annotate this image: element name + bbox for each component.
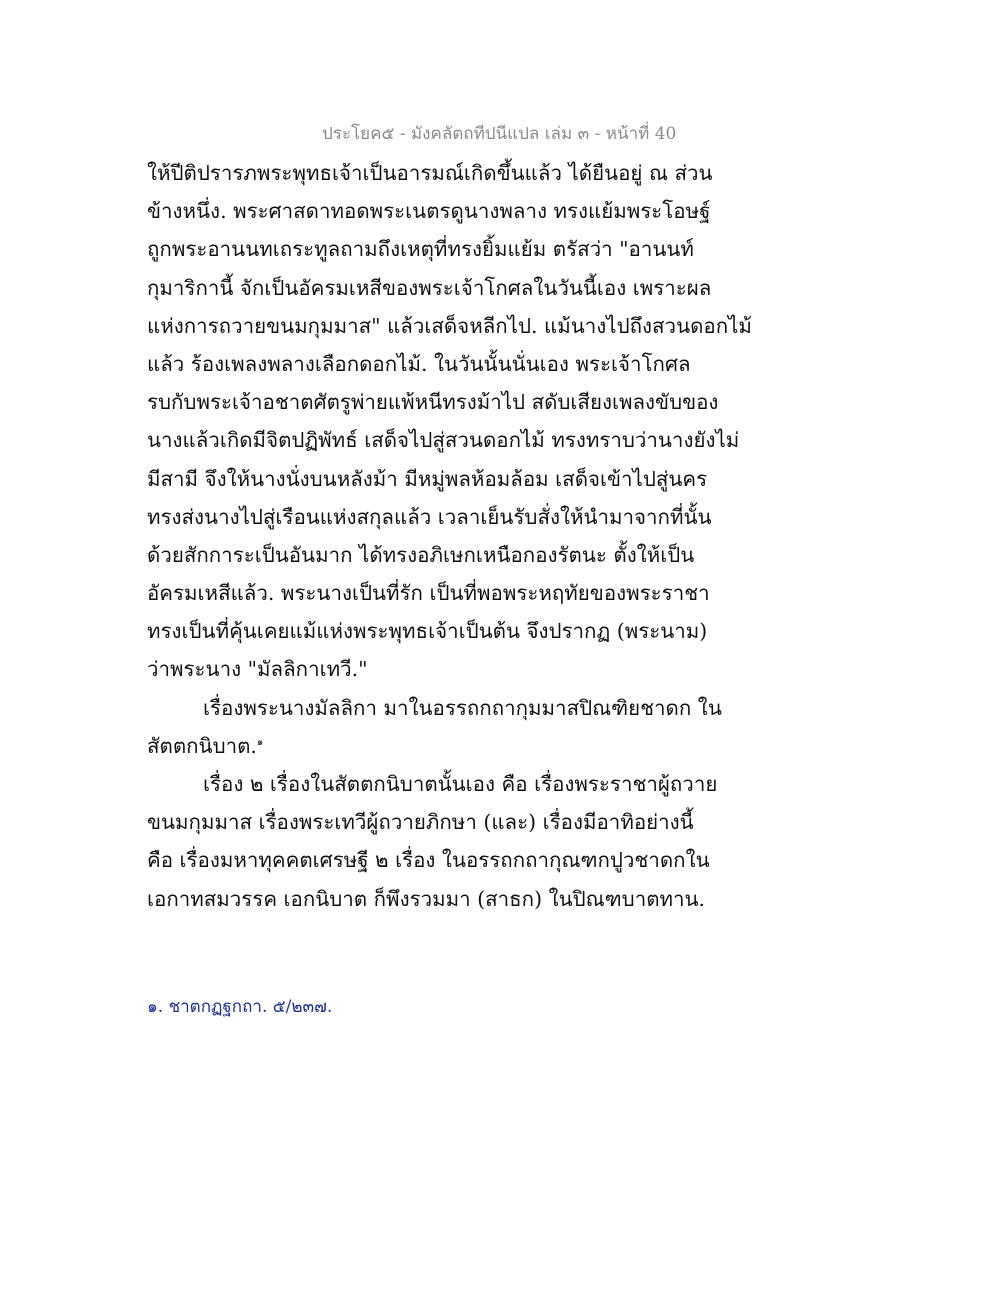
text-line: ให้ปีติปรารภพระพุทธเจ้าเป็นอารมณ์เกิดขึ้นแล้ว ได้ยืนอยู่ ณ ส่วน bbox=[147, 161, 713, 185]
text-line: ทรงส่งนางไปสู่เรือนแห่งสกุลแล้ว เวลาเย็นรับสั่งให้นำมาจากที่นั้น bbox=[147, 504, 712, 529]
footnote: ๑. ชาตกฏฐกถา. ๕/๒๓๗. bbox=[147, 997, 333, 1017]
text-line: คือ เรื่องมหาทุคคตเศรษฐี ๒ เรื่อง ในอรรถกถากุณฑกปูวชาดกใน bbox=[147, 848, 710, 873]
text-line-with-note bbox=[147, 727, 767, 765]
text-line: ทรงเป็นที่คุ้นเคยแม้แห่งพระพุทธเจ้าเป็นต้น จึงปรากฏ (พระนาม) bbox=[147, 619, 708, 644]
text-line: แล้ว ร้องเพลงพลางเลือกดอกไม้. ในวันนั้นนั่นเอง พระเจ้าโกศล bbox=[147, 351, 691, 376]
text-line: แห่งการถวายขนมกุมมาส" แล้วเสด็จหลีกไป. แม้นางไปถึงสวนดอกไม้ bbox=[147, 313, 752, 338]
text-line: ว่าพระนาง "มัลลิกาเทวี." bbox=[147, 657, 368, 682]
text-line: ด้วยสักการะเป็นอันมาก ได้ทรงอภิเษกเหนือกองรัตนะ ตั้งให้เป็น bbox=[147, 542, 695, 567]
paragraph-1 bbox=[147, 154, 767, 689]
text-line: เรื่องพระนางมัลลิกา มาในอรรถกถากุมมาสปิณฑิยชาดก ใน bbox=[203, 695, 722, 720]
body-text bbox=[147, 154, 767, 918]
text-line: อัครมเหสีแล้ว. พระนางเป็นที่รัก เป็นที่พอพระหฤทัยของพระราชา bbox=[147, 581, 710, 606]
text-line: ถูกพระอานนทเถระทูลถามถึงเหตุที่ทรงยิ้มแย้ม ตรัสว่า "อานนท์ bbox=[147, 237, 694, 262]
text-line: รบกับพระเจ้าอชาตศัตรูพ่ายแพ้หนีทรงม้าไป สดับเสียงเพลงขับของ bbox=[147, 390, 719, 415]
text-line: สัตตกนิบาต. bbox=[147, 733, 257, 758]
text-line: ข้างหนึ่ง. พระศาสดาทอดพระเนตรดูนางพลาง ทรงแย้มพระโอษฐ์ bbox=[147, 199, 711, 224]
text-line: ขนมกุมมาส เรื่องพระเทวีผู้ถวายภิกษา (และ) เรื่องมีอาทิอย่างนี้ bbox=[147, 810, 694, 835]
text-line: กุมาริกานี้ จักเป็นอัครมเหสีของพระเจ้าโกศลในวันนี้เอง เพราะผล bbox=[147, 275, 712, 300]
text-line: นางแล้วเกิดมีจิตปฏิพัทธ์ เสด็จไปสู่สวนดอกไม้ ทรงทราบว่านางยังไม่ bbox=[147, 428, 740, 453]
footnote-marker: ๑ bbox=[256, 736, 264, 748]
text-line: มีสามี จึงให้นางนั่งบนหลังม้า มีหมู่พลห้อมล้อม เสด็จเข้าไปสู่นคร bbox=[147, 466, 708, 491]
text-line: เรื่อง ๒ เรื่องในสัตตกนิบาตนั้นเอง คือ เรื่องพระราชาผู้ถวาย bbox=[203, 772, 718, 796]
paragraph-2 bbox=[147, 689, 767, 765]
text-line: เอกาทสมวรรค เอกนิบาต ก็พึงรวมมา (สาธก) ในปิณฑบาตทาน. bbox=[147, 886, 706, 911]
paragraph-3 bbox=[147, 765, 767, 918]
running-header: ประโยค๕ - มังคลัตถทีปนีแปล เล่ม ๓ - หน้าที่ 40 bbox=[322, 124, 677, 144]
